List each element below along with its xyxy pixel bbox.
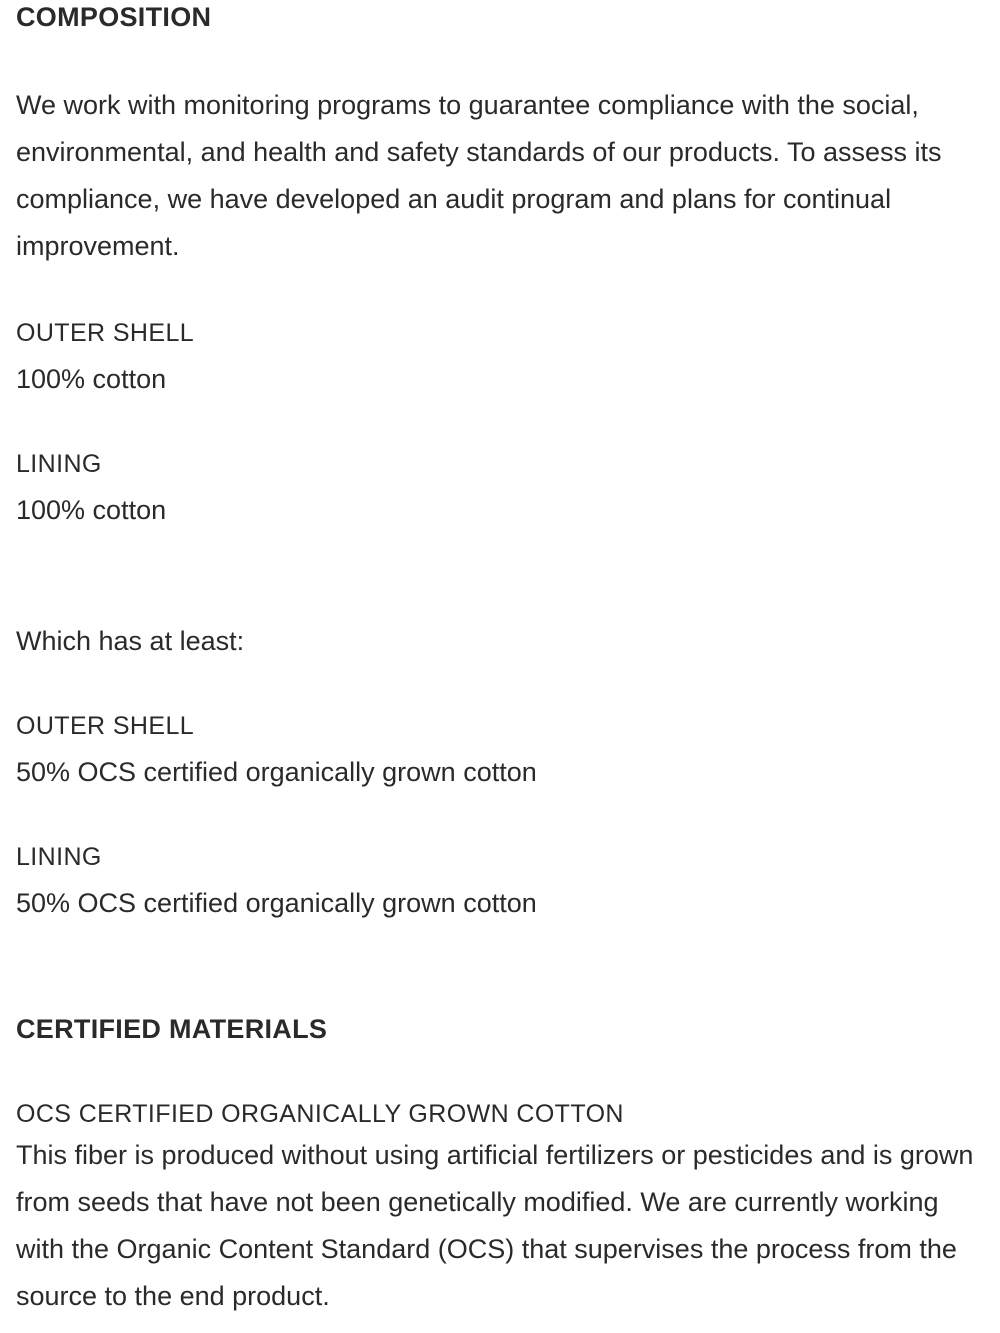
min-lining-value: 50% OCS certified organically grown cotton	[16, 888, 537, 918]
lining-value: 100% cotton	[16, 495, 167, 525]
ocs-cotton-section	[16, 1099, 986, 1320]
outer-shell-value: 100% cotton	[16, 364, 167, 394]
min-outer-shell-label: OUTER SHELL	[16, 712, 195, 740]
at-least-intro: Which has at least:	[16, 626, 245, 656]
min-outer-shell-value: 50% OCS certified organically grown cotton	[16, 757, 537, 787]
ocs-cotton-label: OCS CERTIFIED ORGANICALLY GROWN COTTON	[16, 1100, 624, 1128]
lining-section	[16, 449, 986, 528]
min-outer-shell-section	[16, 711, 986, 790]
certified-materials-heading: CERTIFIED MATERIALS	[16, 1014, 328, 1044]
ocs-cotton-description: This fiber is produced without using artificial fertilizers or pesticides and is grown from seeds that have not been genetically modified. We are currently working with the Organic Content Standard (OCS) that supervises the process from the source to the end product.	[16, 1140, 974, 1311]
composition-intro: We work with monitoring programs to guarantee compliance with the social, environmental, and health and safety standards of our products. To assess its compliance, we have developed an audit program and plans for continual improvement.	[16, 90, 942, 261]
outer-shell-section	[16, 318, 986, 397]
min-lining-section	[16, 842, 986, 921]
composition-heading: COMPOSITION	[16, 2, 212, 32]
outer-shell-label: OUTER SHELL	[16, 319, 195, 347]
min-lining-label: LINING	[16, 843, 102, 871]
lining-label: LINING	[16, 450, 102, 478]
